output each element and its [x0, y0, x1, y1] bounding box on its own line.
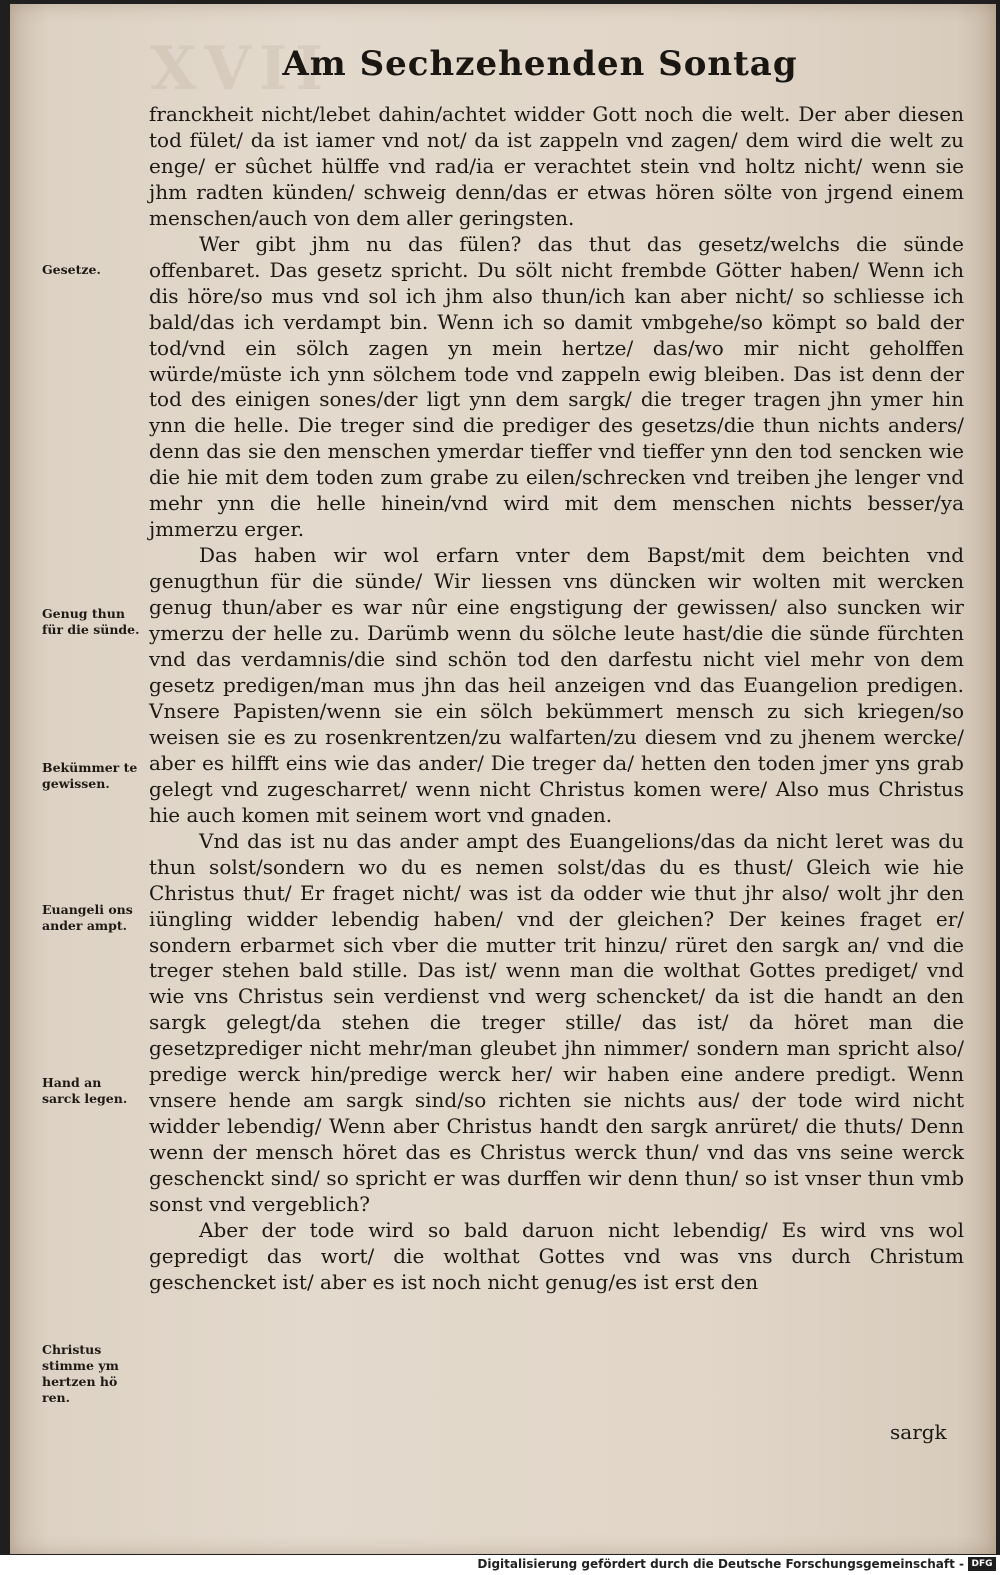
paragraph-4: Vnd das ist nu das ander ampt des Euangelions/das da nicht leret was du thun solst/sondern wo du es nemen solst/das du es thust/ Gleich wie hie Christus thut/ Er fraget nicht/ was ist da odder wie thut jhr also/ wolt jhr den iüngling widder lebendig haben/ vnd der gleichen? Der keines fraget er/ sondern erbarmet sich vber die mutter trit hinzu/ rüret den sargk an/ vnd die treger stehen bald stille. Das ist/ wenn man die wolthat Gottes prediget/ vnd wie vns Christus sein verdienst vnd werg schencket/ da ist die handt an den sargk gelegt/da stehen die treger stille/ das ist/ da höret man die gesetzprediger nicht mehr/man gleubet jhn nimmer/ sondern man spricht also/ predige werck hin/predige werck her/ wir haben eine andere predigt. Wenn vnsere hende am sargk sind/so richten sie nichts aus/ der tode wird nicht widder lebendig/ Wenn aber Christus handt den sargk anrüret/ die thuts/ Denn wenn der mensch höret das es Christus werck thun/ vnd das vns seine werck geschenckt sind/ so spricht er was durffen wir denn thun/ so ist vnser thun vmb sonst vnd vergeblich? — [149, 828, 964, 1217]
running-head: Am Sechzehenden Sontag — [282, 44, 798, 84]
margin-note-gesetze: Gesetze. — [42, 262, 101, 277]
paragraph-5: Aber der tode wird so bald daruon nicht lebendig/ Es wird vns wol gepredigt das wort/ die wolthat Gottes vnd was vns durch Christum geschencket ist/ aber es ist noch nicht genug/es ist erst den — [149, 1217, 964, 1294]
bleed-through: XVII — [150, 34, 332, 104]
funding-credit: Digitalisierung gefördert durch die Deutsche Forschungsgemeinschaft - — [477, 1557, 964, 1571]
catchword: sargk — [890, 1420, 947, 1444]
margin-note-euangelions-ander-ampt: Euangeli ons ander ampt. — [42, 902, 133, 933]
paragraph-3: Das haben wir wol erfarn vnter dem Bapst/mit dem beichten vnd genugthun für die sünde/ Wir liessen vns düncken wir wolten mit wercken genug thun/aber es war nûr eine engstigung der gewissen/ also suncken wir ymerzu der helle zu. Darümb wenn du sölche leute hast/die die sünde fürchten vnd das verdamnis/die sind schön tod den darfestu nicht viel mehr von dem gesetz predigen/man mus jhn das heil anzeigen vnd das Euangelion predigen. Vnsere Papisten/wenn sie ein sölch bekümmert mensch zu sich kriegen/so weisen sie es zu rosenkrentzen/zu walfarten/zu diesem vnd zu jhenem wercke/ aber es hilfft eins wie das ander/ Die treger da/ hetten den toden jmer yns grab gelegt vnd zugescharret/ wenn nicht Christus komen were/ Also mus Christus hie auch komen mit seinem wort vnd gnaden. — [149, 543, 964, 827]
margin-note-christus-stimme: Christus stimme ym hertzen hö ren. — [42, 1342, 119, 1405]
margin-note-hand-an-sarck: Hand an sarck legen. — [42, 1075, 128, 1106]
body-text — [149, 102, 964, 1296]
paragraph-1: franckheit nicht/lebet dahin/achtet widder Gott noch die welt. Der aber diesen tod fület/ da ist iamer vnd not/ da ist zappeln vnd zagen/ dem wird die welt zu enge/ er sûchet hülffe vnd rad/ia er verachtet stein vnd holtz nicht/ wenn sie jhm radten künden/ schweig denn/das er etwas hören sölte von jrgend einem menschen/auch von dem aller geringsten. — [149, 102, 964, 230]
margin-note-genug-thun: Genug thun für die sünde. — [42, 606, 140, 637]
margin-note-bekuemmerte-gewissen: Bekümmer te gewissen. — [42, 760, 138, 791]
dfg-logo-icon: DFG — [968, 1557, 996, 1571]
paragraph-2: Wer gibt jhm nu das fülen? das thut das gesetz/welchs die sünde offenbaret. Das gesetz spricht. Du sölt nicht frembde Götter haben/ Wenn ich dis höre/so mus vnd sol ich jhm also thun/ich kan aber nicht/ so schliesse ich bald/das ich verdampt bin. Wenn ich so damit vmbgehe/so kömpt so bald der tod/vnd ein sölch zagen yn mein hertze/ das/wo mir nicht geholffen würde/müste ich ynn sölchem tode vnd zappeln ewig bleiben. Das ist denn der tod des einigen sones/der ligt ynn dem sargk/ die treger tragen jhn ymer hin ynn die helle. Die treger sind die prediger des gesetzs/die thun nichts anders/ denn das sie den menschen ymerdar tieffer vnd tieffer ynn den tod sencken wie die hie mit dem toden zum grabe zu eilen/schrecken vnd treiben jhe lenger vnd mehr ynn die helle hinein/vnd wird mit dem menschen nichts besser/ya jmmerzu erger. — [149, 231, 964, 542]
